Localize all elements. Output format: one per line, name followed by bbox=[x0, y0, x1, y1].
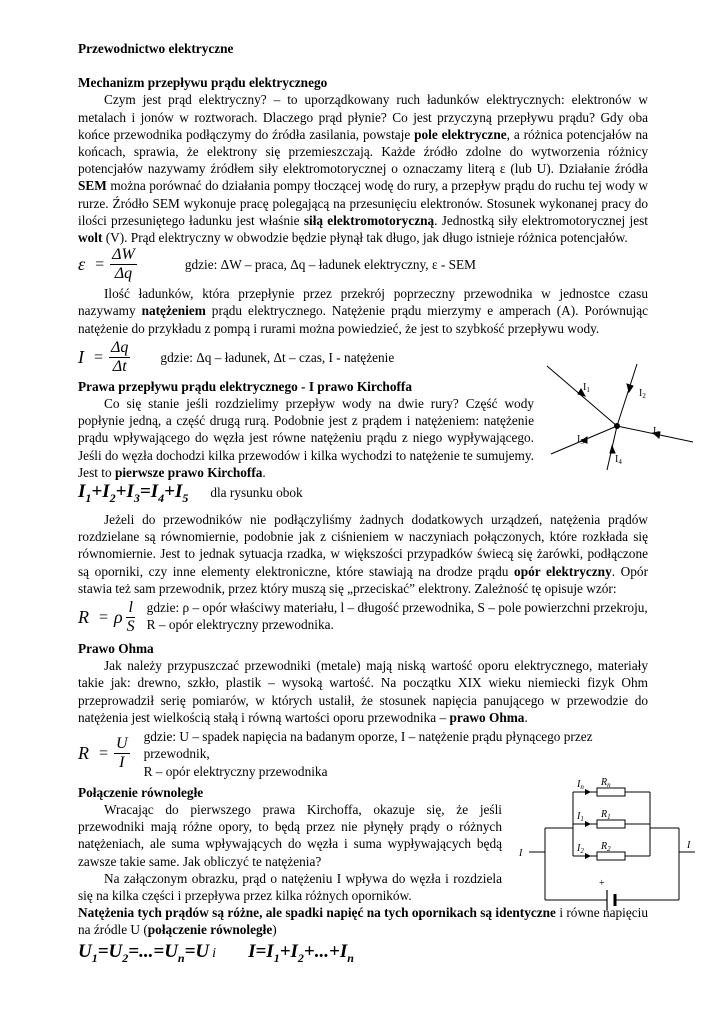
fig-label-i2: $I_2$ bbox=[639, 388, 646, 400]
arrow-i1 bbox=[585, 821, 591, 827]
circuit-label-r1: $R_1$ bbox=[601, 809, 611, 821]
formula-resistance-description: gdzie: ρ – opór właściwy materiału, l – długość przewodnika, S – pole powierzchni przekroju, R – opór elektryczny przewodnika. bbox=[146, 600, 648, 633]
paragraph-parallel-2: Na załączonym obrazku, prąd o natężeniu I wpływa do węzła i rozdziela się na kilka części i przepływa przez kilka różnych oporników. bbox=[78, 870, 502, 903]
formula-resistance-rho: ρ bbox=[114, 606, 123, 627]
parallel-current-formula: $I=I_1+I_2+...+I_n$ bbox=[248, 940, 354, 965]
battery-plus-sign: + bbox=[599, 878, 605, 889]
formula-sem-description: gdzie: ΔW – praca, Δq – ładunek elektryczny, ε - SEM bbox=[184, 257, 476, 273]
section-heading-mechanism: Mechanizm przepływu prądu elektrycznego bbox=[78, 75, 328, 91]
section-heading-ohm: Prawo Ohma bbox=[78, 641, 154, 657]
arrow-4 bbox=[610, 446, 615, 453]
paragraph-resistance: Jeżeli do przewodników nie podłączyliśmy żadnych dodatkowych urządzeń, natężenia prądów rozdzielane są równomiernie, podobnie jak z ciśnieniem w naczyniach połączonych, które rozkłada się równomiernie. Jest to jednak sytuacja rzadka, w większości przypadków świecą się żarówki, podłączone są oporniki, czy inne elementy elektroniczne, które stawiają na drodze prądu opór elektryczny. Opór stawia też sam przewodnik, przez który muszą się „przeciskać” elektrony. Zależność tę opisuje wzór: bbox=[78, 512, 648, 596]
kirchhoff-junction-figure bbox=[545, 362, 695, 472]
fig-label-i1: $I_1$ bbox=[583, 382, 590, 394]
kirchhoff-law-formula bbox=[78, 483, 648, 507]
paragraph-parallel-1: Wracając do pierwszego prawa Kirchoffa, okazuje się, że jeśli przewodniki mają różne opory, to będą przez nie płynęły prądy o różnych natężeniach, ale suma wpływających do węzła i suma wypływających będą zawsze takie same. Jak obliczyć te natężenia? bbox=[78, 801, 502, 869]
fig-label-i5: $I_5$ bbox=[577, 434, 584, 446]
resistor-r2 bbox=[597, 852, 625, 860]
circuit-label-i2: $I_2$ bbox=[577, 843, 584, 855]
arrow-i2 bbox=[585, 853, 591, 859]
formula-current-lhs: I bbox=[78, 346, 84, 367]
circuit-label-r2: $R_2$ bbox=[601, 841, 611, 853]
formula-ohm: R = $\frac{U}{I}$ gdzie: U – spadek napięcia na badanym oporze, I – natężenie prądu płynącego przez przewodnik, R – opór elektryczny przewodnika bbox=[78, 728, 648, 780]
circuit-label-in: $I_n$ bbox=[577, 779, 584, 791]
formula-resistance-lhs: R bbox=[78, 606, 89, 627]
formula-sem: ε = $\frac{\Delta W}{\Delta q}$ gdzie: ΔW – praca, Δq – ładunek elektryczny, ε - SEM bbox=[78, 246, 476, 283]
paragraph-parallel-3: Natężenia tych prądów są różne, ale spadki napięć na tych opornikach są identyczne i równe napięciu na źródle U (połączenie równoległe) bbox=[78, 905, 648, 938]
section-heading-parallel: Połączenie równoległe bbox=[78, 784, 204, 800]
circuit-label-i-right: I bbox=[687, 840, 691, 851]
fig-label-i4: $I_4$ bbox=[615, 454, 622, 466]
junction-node bbox=[615, 424, 620, 429]
formula-current-fraction: $\frac{\Delta q}{\Delta t}$ bbox=[111, 338, 129, 375]
section-heading-kirchhoff: Prawa przepływu prądu elektrycznego - I prawo Kirchoffa bbox=[78, 378, 412, 394]
formula-resistance: R = ρ $\frac{l}{S}$ gdzie: ρ – opór właściwy materiału, l – długość przewodnika, S – pole powierzchni przekroju, R – opór elektryczny przewodnika. bbox=[78, 599, 648, 636]
parallel-voltage-formula: $U_1=U_2=...=U_n=U$ i bbox=[78, 940, 217, 965]
junction-wire-2 bbox=[617, 364, 637, 426]
formula-sem-lhs: ε bbox=[78, 254, 86, 275]
circuit-label-i1: $I_1$ bbox=[577, 811, 584, 823]
page-title: Przewodnictwo elektryczne bbox=[78, 41, 234, 56]
circuit-label-rn: $R_n$ bbox=[601, 777, 611, 789]
formula-current-description: gdzie: Δq – ładunek, Δt – czas, I - natężenie bbox=[160, 349, 395, 365]
formula-resistance-fraction: $\frac{l}{S}$ bbox=[126, 599, 135, 636]
paragraph-kirchhoff: Co się stanie jeśli rozdzielimy przepływ wody na dwie rury? Część wody popłynie jedną, a część drugą rurą. Podobnie jest z prądem i natężeniem: natężenie prądu wpływającego do węzła jest równe natężeniu prądu z niego wypływającego. Jeśli do węzła dochodzi kilka przewodów i kilka wychodzi to natężenie te sumujemy. Jest to pierwsze prawo Kirchoffa. bbox=[78, 396, 534, 480]
arrow-in bbox=[585, 789, 591, 795]
formula-current: I = $\frac{\Delta q}{\Delta t}$ gdzie: Δq – ładunek, Δt – czas, I - natężenie bbox=[78, 338, 395, 375]
resistor-r1 bbox=[597, 820, 625, 828]
paragraph-mechanism: Czym jest prąd elektryczny? – to uporządkowany ruch ładunków elektrycznych: elektronów w metalach i jonów w roztworach. Dlaczego prąd płynie? Co jest przyczyną przepływu prądu? Gdy oba końce przewodnika podłączymy do źródła zasilania, powstaje pole elektryczne, a różnica potencjałów na końcach, sprawia, że elektrony się przemieszczają. Każde źródło zdolne do wytworzenia różnicy potencjałów nazywamy źródłem siły elektromotorycznej o oznaczamy literą ε (lub U). Działanie źródła SEM można porównać do działania pompy tłoczącej wodę do rury, a przepływ prądu do ruchu tej wody w rurze. Źródło SEM wykonuje pracę polegającą na przesunięciu elektronów. Stosunek wykonanej pracy do ilości przesuniętego ładunku jest właśnie siłą elektromotoryczną. Jednostką siły elektromotorycznej jest wolt (V). Prąd elektryczny w obwodzie będzie płynął tak długo, jak długo istnieje różnica potencjałów. bbox=[78, 92, 648, 246]
resistor-rn bbox=[597, 788, 625, 796]
circuit-label-i-left: I bbox=[519, 848, 523, 859]
formula-ohm-lhs: R bbox=[78, 743, 89, 764]
formula-sem-fraction: $\frac{\Delta W}{\Delta q}$ bbox=[112, 246, 135, 283]
paragraph-current: Ilość ładunków, która przepłynie przez przekrój poprzeczny przewodnika w jednostce czasu nazywamy natężeniem prądu elektrycznego. Natężenie prądu mierzymy e amperach (A). Porównując natężenie do przykładu z pompą i rurami można powiedzieć, że jest to szybkość przepływu wody. bbox=[78, 286, 648, 336]
kirchhoff-law-equation: $I_1+I_2+I_3=I_4+I_5$ bbox=[78, 481, 189, 505]
paragraph-ohm: Jak należy przypuszczać przewodniki (metale) mają niską wartość oporu elektrycznego, materiały takie jak: drewno, szkło, plastik – wysoką wartość. Na początku XIX wieku niemiecki fizyk Ohm przeprowadził serię pomiarów, w których ustalił, że stosunek napięcia panującego w przewodzie do natężenia jest wielkością stałą i równą wartości oporu przewodnika – prawo Ohma. bbox=[78, 658, 648, 725]
parallel-formulas bbox=[78, 940, 648, 967]
formula-ohm-fraction: $\frac{U}{I}$ bbox=[116, 735, 128, 772]
fig-label-i3: $I_3$ bbox=[653, 426, 660, 438]
junction-wire-1 bbox=[547, 366, 617, 426]
kirchhoff-law-note: dla rysunku obok bbox=[210, 485, 303, 501]
parallel-circuit-figure bbox=[515, 776, 700, 910]
formula-ohm-description: gdzie: U – spadek napięcia na badanym oporze, I – natężenie prądu płynącego przez przewodnik, R – opór elektryczny przewodnika bbox=[143, 729, 593, 779]
